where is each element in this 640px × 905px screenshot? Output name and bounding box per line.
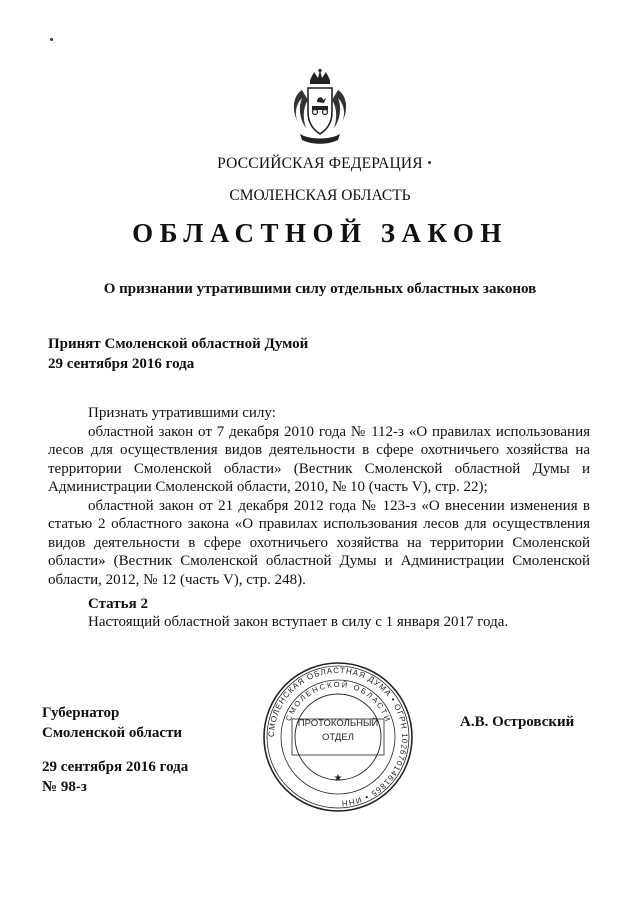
region-heading: СМОЛЕНСКАЯ ОБЛАСТЬ [229,187,411,204]
signatory-position [42,703,182,743]
adoption-block [48,334,308,374]
signatory-name: А.В. Островский [460,714,575,730]
stamp-inner-text: СМОЛЕНСКОЙ ОБЛАСТИ [283,679,393,725]
article-1-item: областной закон от 7 декабря 2010 года № 112-з «О правилах использования лесов для осуществления видов деятельности в сфере охотничьего хозяйства на территории Смоленской области» (Вестник Смоленской областной Думы и Администрации Смоленской области, 2010, № 10 (часть V), стр. 22); [48,423,590,495]
law-number: № 98-з [42,779,87,795]
position-line: Губернатор [42,705,120,721]
adoption-date: 29 сентября 2016 года [48,356,195,372]
stamp-center-line: ОТДЕЛ [322,732,354,743]
position-line: Смоленской области [42,725,183,741]
article-1-body [48,404,590,589]
document-title: О признании утратившими силу отдельных областных законов [103,281,537,297]
scan-speck [50,38,53,41]
svg-text:★: ★ [333,773,343,784]
stamp-center-label [288,717,388,745]
stamp-center-line: ПРОТОКОЛЬНЫЙ [297,718,379,729]
country-heading: РОССИЙСКАЯ ФЕДЕРАЦИЯ [217,155,423,172]
document-type-heading: ОБЛАСТНОЙ ЗАКОН [132,218,508,248]
signature-date-block [42,757,188,797]
article-1-item: областной закон от 21 декабря 2012 года № 123-з «О внесении изменения в статью 2 областного закона «О правилах использования лесов для осуществления видов деятельности в сфере охотничьего хозяйства на территории Смоленской области» (Вестник Смоленской областной Думы и Администрации Смоленской области, 2012, № 12 (часть V), стр. 248). [48,497,590,588]
smolensk-coat-of-arms-icon [288,68,352,148]
article-1-intro: Признать утратившими силу: [88,405,276,421]
stamp-outer-text: СМОЛЕНСКАЯ ОБЛАСТНАЯ ДУМА • ОГРН 1026701461865 • ИНН [266,665,410,809]
article-2-text: Настоящий областной закон вступает в силу с 1 января 2017 года. [88,614,509,630]
signature-date: 29 сентября 2016 года [42,759,189,775]
article-2-heading: Статья 2 [88,596,148,612]
scan-speck [428,161,431,164]
adoption-line: Принят Смоленской областной Думой [48,336,309,352]
